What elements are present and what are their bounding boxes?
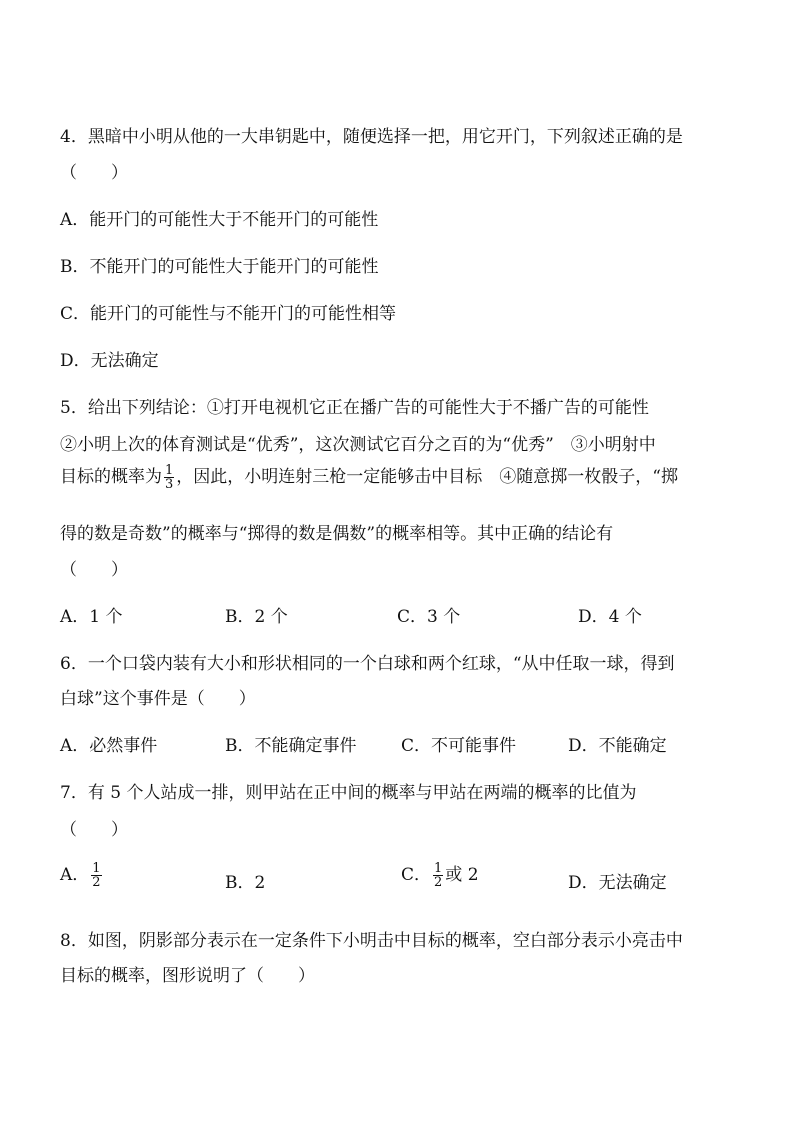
q7-blank: （ ） xyxy=(60,820,128,840)
q5-line-4: 得的数是奇数”的概率与“掷得的数是偶数”的概率相等。其中正确的结论有 xyxy=(60,524,614,544)
q5-blank: （ ） xyxy=(60,560,128,580)
q6-line-1: 6．一个口袋内装有大小和形状相同的一个白球和两个红球，“从中任取一球，得到 xyxy=(60,654,675,674)
q7-option-c-den: 2 xyxy=(434,875,443,890)
q7-option-c-post: 或 2 xyxy=(445,865,479,885)
q7-option-a-num: 1 xyxy=(92,861,101,876)
q7-option-c xyxy=(401,860,479,889)
q4-option-a: A．能开门的可能性大于不能开门的可能性 xyxy=(60,210,379,230)
q5-line-3 xyxy=(60,462,678,491)
q7-option-d: D．无法确定 xyxy=(568,873,667,893)
q5-option-b: B．2 个 xyxy=(225,607,288,627)
q7-option-c-num: 1 xyxy=(434,861,443,876)
q5-line-1: 5．给出下列结论：①打开电视机它正在播广告的可能性大于不播广告的可能性 xyxy=(60,398,649,418)
q7-option-a-label: A． xyxy=(60,865,90,885)
q5-line-3-pre: 目标的概率为 xyxy=(60,467,162,487)
q6-option-c: C．不可能事件 xyxy=(401,736,517,756)
q7-stem: 7．有 5 个人站成一排，则甲站在正中间的概率与甲站在两端的概率的比值为 xyxy=(60,783,637,803)
q7-option-a-den: 2 xyxy=(92,875,101,890)
q5-frac-den: 3 xyxy=(165,477,174,492)
q6-option-a: A．必然事件 xyxy=(60,736,158,756)
q7-option-c-label: C． xyxy=(401,865,432,885)
q5-frac-num: 1 xyxy=(165,463,174,478)
q7-option-a-fraction xyxy=(91,862,101,889)
q6-option-b: B．不能确定事件 xyxy=(225,736,357,756)
q4-option-b: B．不能开门的可能性大于能开门的可能性 xyxy=(60,257,379,277)
q5-option-d: D．4 个 xyxy=(578,607,642,627)
q8-line-2: 目标的概率，图形说明了（ ） xyxy=(60,966,315,986)
q5-line-2: ②小明上次的体育测试是“优秀”，这次测试它百分之百的为“优秀” ③小明射中 xyxy=(60,435,656,455)
q5-options xyxy=(60,602,754,628)
q4-blank: （ ） xyxy=(60,163,128,183)
q7-option-a xyxy=(60,860,104,889)
q5-fraction xyxy=(164,464,174,491)
q8-line-1: 8．如图，阴影部分表示在一定条件下小明击中目标的概率，空白部分表示小亮击中 xyxy=(60,931,683,951)
q7-option-b: B．2 xyxy=(225,873,266,893)
q6-option-d: D．不能确定 xyxy=(568,736,667,756)
q5-option-c: C．3 个 xyxy=(397,607,461,627)
q4-stem: 4．黑暗中小明从他的一大串钥匙中，随便选择一把，用它开门，下列叙述正确的是 xyxy=(60,127,683,147)
q4-option-d: D．无法确定 xyxy=(60,351,159,371)
q4-option-c: C．能开门的可能性与不能开门的可能性相等 xyxy=(60,304,397,324)
q7-options xyxy=(60,860,754,896)
q7-option-c-fraction xyxy=(433,862,443,889)
q6-line-2: 白球”这个事件是（ ） xyxy=(60,689,256,709)
q6-options xyxy=(60,731,754,757)
q5-line-3-post: ，因此，小明连射三枪一定能够击中目标 ④随意掷一枚骰子，“掷 xyxy=(176,467,678,487)
q5-option-a: A．1 个 xyxy=(60,607,123,627)
